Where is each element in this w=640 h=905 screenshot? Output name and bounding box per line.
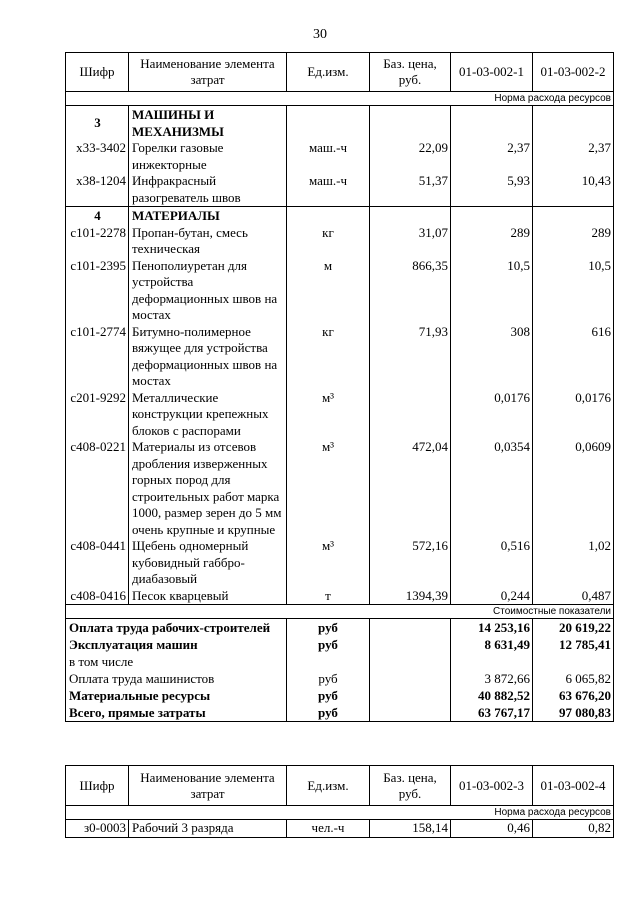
norm-label: Норма расхода ресурсов [66, 92, 614, 106]
row-name: Материалы из отсевов дробления изверженных горных пород для строительных работ марка 1000, размер зерен до 5 мм очень крупные и крупные [129, 439, 287, 538]
row-name: Рабочий 3 разряда [129, 820, 287, 838]
summary-row: Оплата труда рабочих-строителей руб 14 253,16 20 619,22 [66, 619, 614, 637]
header-col-1: 01-03-002-1 [451, 53, 533, 92]
section-title: МАТЕРИАЛЫ [129, 207, 287, 225]
table-row: с101-2395 Пенополиуретан для устройства деформационных швов на мостах м 866,35 10,5 10,5 [66, 258, 614, 324]
page-number: 30 [313, 27, 327, 42]
header-name: Наименование элемента затрат [129, 766, 287, 806]
table-row: х38-1204 Инфракрасный разогреватель швов маш.-ч 51,37 5,93 10,43 [66, 173, 614, 207]
section-machines-row [66, 106, 614, 141]
row-name: Пенополиуретан для устройства деформационных швов на мостах [129, 258, 287, 324]
row-name: Металлические конструкции крепежных блоков с распорами [129, 390, 287, 440]
summary-row: Материальные ресурсы руб 40 882,52 63 676,20 [66, 687, 614, 704]
table-header-row [66, 53, 614, 92]
cost-label-row [66, 605, 614, 619]
table-row: с201-9292 Металлические конструкции крепежных блоков с распорами м³ 0,0176 0,0176 [66, 390, 614, 440]
summary-name: Материальные ресурсы [66, 687, 287, 704]
summary-name: в том числе [66, 653, 287, 670]
header-code: Шифр [66, 766, 129, 806]
resource-table-1 [65, 52, 614, 722]
cost-label: Стоимостные показатели [66, 605, 614, 619]
norm-label: Норма расхода ресурсов [66, 806, 614, 820]
table-row: с101-2774 Битумно-полимерное вяжущее для устройства деформационных швов на мостах кг 71,93 308 616 [66, 324, 614, 390]
section-title: МАШИНЫ И МЕХАНИЗМЫ [129, 106, 287, 141]
row-name: Щебень одномерный кубовидный габбро-диабазовый [129, 538, 287, 588]
norm-label-row [66, 806, 614, 820]
row-name: Горелки газовые инжекторные [129, 140, 287, 173]
row-name: Битумно-полимерное вяжущее для устройства деформационных швов на мостах [129, 324, 287, 390]
summary-row: Эксплуатация машин руб 8 631,49 12 785,41 [66, 636, 614, 653]
header-name: Наименование элемента затрат [129, 53, 287, 92]
header-col-2: 01-03-002-4 [533, 766, 614, 806]
summary-name: Оплата труда рабочих-строителей [66, 619, 287, 637]
header-col-2: 01-03-002-2 [533, 53, 614, 92]
section-code: 4 [66, 207, 129, 225]
summary-row: Всего, прямые затраты руб 63 767,17 97 080,83 [66, 704, 614, 722]
table-header-row [66, 766, 614, 806]
header-price: Баз. цена, руб. [370, 766, 451, 806]
row-name: Песок кварцевый [129, 588, 287, 605]
header-col-1: 01-03-002-3 [451, 766, 533, 806]
header-unit: Ед.изм. [287, 53, 370, 92]
header-price: Баз. цена, руб. [370, 53, 451, 92]
row-name: Пропан-бутан, смесь техническая [129, 225, 287, 258]
resource-table-2 [65, 765, 614, 838]
section-code: 3 [66, 106, 129, 141]
table-row: з0-0003 Рабочий 3 разряда чел.-ч 158,14 0,46 0,82 [66, 820, 614, 838]
summary-name: Всего, прямые затраты [66, 704, 287, 722]
summary-row: Оплата труда машинистов руб 3 872,66 6 065,82 [66, 670, 614, 687]
table-row: с408-0416 Песок кварцевый т 1394,39 0,244 0,487 [66, 588, 614, 605]
summary-name: Эксплуатация машин [66, 636, 287, 653]
row-name: Инфракрасный разогреватель швов [129, 173, 287, 207]
table-row: с408-0441 Щебень одномерный кубовидный габбро-диабазовый м³ 572,16 0,516 1,02 [66, 538, 614, 588]
norm-label-row [66, 92, 614, 106]
section-materials-row [66, 207, 614, 225]
table-row: с101-2278 Пропан-бутан, смесь техническая кг 31,07 289 289 [66, 225, 614, 258]
table-row: х33-3402 Горелки газовые инжекторные маш.-ч 22,09 2,37 2,37 [66, 140, 614, 173]
table-row: с408-0221 Материалы из отсевов дробления изверженных горных пород для строительных работ марка 1000, размер зерен до 5 мм очень крупные и крупные м³ 472,04 0,0354 0,0609 [66, 439, 614, 538]
summary-name: Оплата труда машинистов [66, 670, 287, 687]
summary-row [66, 653, 614, 670]
header-code: Шифр [66, 53, 129, 92]
header-unit: Ед.изм. [287, 766, 370, 806]
